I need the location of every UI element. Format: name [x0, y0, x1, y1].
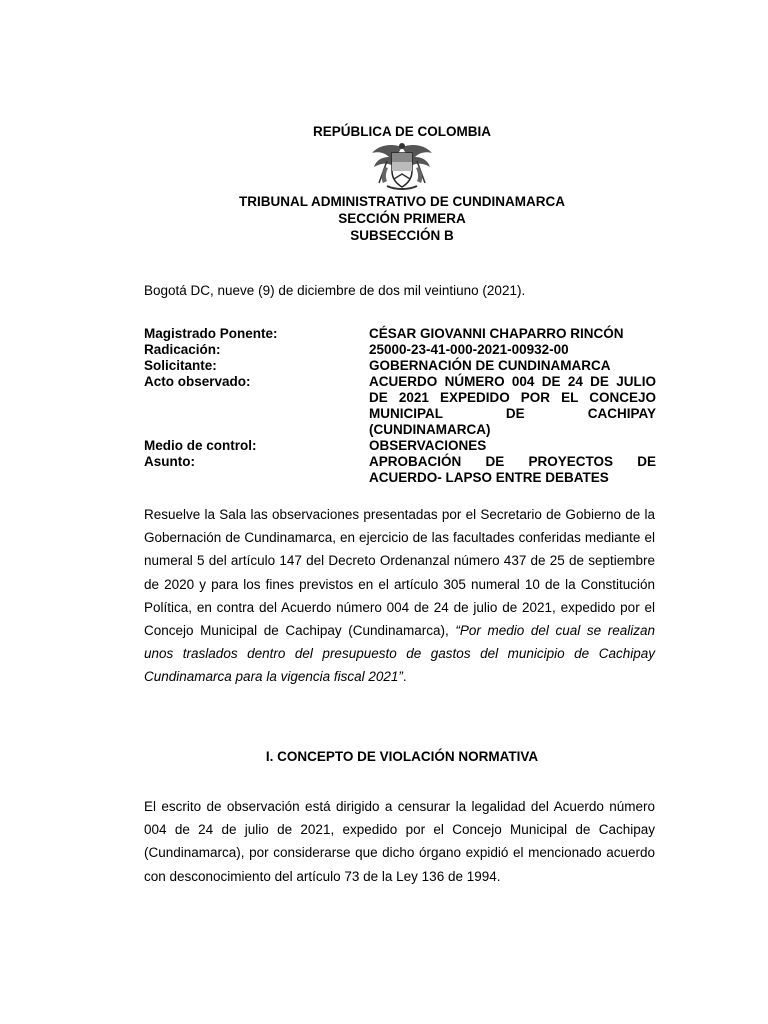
coat-of-arms-emblem — [369, 141, 435, 191]
case-info-value: 25000-23-41-000-2021-00932-00 — [369, 342, 569, 357]
case-info-row — [144, 342, 656, 358]
court-section: SECCIÓN PRIMERA — [338, 211, 466, 226]
case-info-row — [144, 438, 656, 454]
body-paragraph-observation: El escrito de observación está dirigido a censurar la legalidad del Acuerdo número 004 de 24 de julio de 2021, expedido por el Concejo Municipal de Cachipay (Cundinamarca), por considerarse que dicho órgano expidió el mencionado acuerdo con desconocimiento del artículo 73 de la Ley 136 de 1994. — [144, 799, 655, 884]
case-info-label: Acto observado: — [144, 374, 251, 389]
case-info-value: OBSERVACIONES — [369, 438, 487, 453]
case-info-value: CÉSAR GIOVANNI CHAPARRO RINCÓN — [369, 326, 624, 341]
section-heading: I. CONCEPTO DE VIOLACIÓN NORMATIVA — [265, 749, 539, 764]
case-info-row — [144, 326, 656, 342]
case-info-label: Solicitante: — [144, 358, 217, 373]
case-info-value: ACUERDO NÚMERO 004 DE 24 DE JULIO DE 2021 EXPEDIDO POR EL CONCEJO MUNICIPAL DE CACHIPAY (CUNDINAMARCA) — [369, 374, 656, 437]
court-name: TRIBUNAL ADMINISTRATIVO DE CUNDINAMARCA — [239, 194, 565, 209]
case-info-value: GOBERNACIÓN DE CUNDINAMARCA — [369, 358, 611, 373]
case-info-label: Asunto: — [144, 454, 195, 469]
body-paragraph-resolution — [144, 503, 655, 689]
case-info-row — [144, 358, 656, 374]
case-info-row — [144, 454, 656, 486]
case-info-label: Magistrado Ponente: — [144, 326, 278, 341]
court-name-block — [0, 193, 768, 244]
republic-heading: REPÚBLICA DE COLOMBIA — [313, 124, 491, 139]
case-info-label: Medio de control: — [144, 438, 257, 453]
case-info-row — [144, 374, 656, 438]
paragraph-end: . — [402, 669, 407, 685]
quoted-act-title: “Por medio del cual se realizan unos traslados dentro del presupuesto de gastos del municipio de Cachipay Cundinamarca para la vigencia fiscal 2021” — [144, 623, 655, 685]
case-info-label: Radicación: — [144, 342, 221, 357]
court-subsection: SUBSECCIÓN B — [350, 228, 454, 243]
date-line: Bogotá DC, nueve (9) de diciembre de dos mil veintiuno (2021). — [144, 283, 526, 298]
case-info-value: APROBACIÓN DE PROYECTOS DE ACUERDO- LAPSO ENTRE DEBATES — [369, 454, 656, 485]
case-info-block — [144, 326, 656, 486]
paragraph-text: Resuelve la Sala las observaciones presentadas por el Secretario de Gobierno de la Gobernación de Cundinamarca, en ejercicio de las facultades conferidas mediante el numeral 5 del artículo 147 del Decreto Ordenanzal número 437 de 25 de septiembre de 2020 y para los fines previstos en el artículo 305 numeral 10 de la Constitución Política, en contra del Acuerdo número 004 de 24 de julio de 2021, expedido por el Concejo Municipal de Cachipay (Cundinamarca), — [144, 507, 655, 639]
